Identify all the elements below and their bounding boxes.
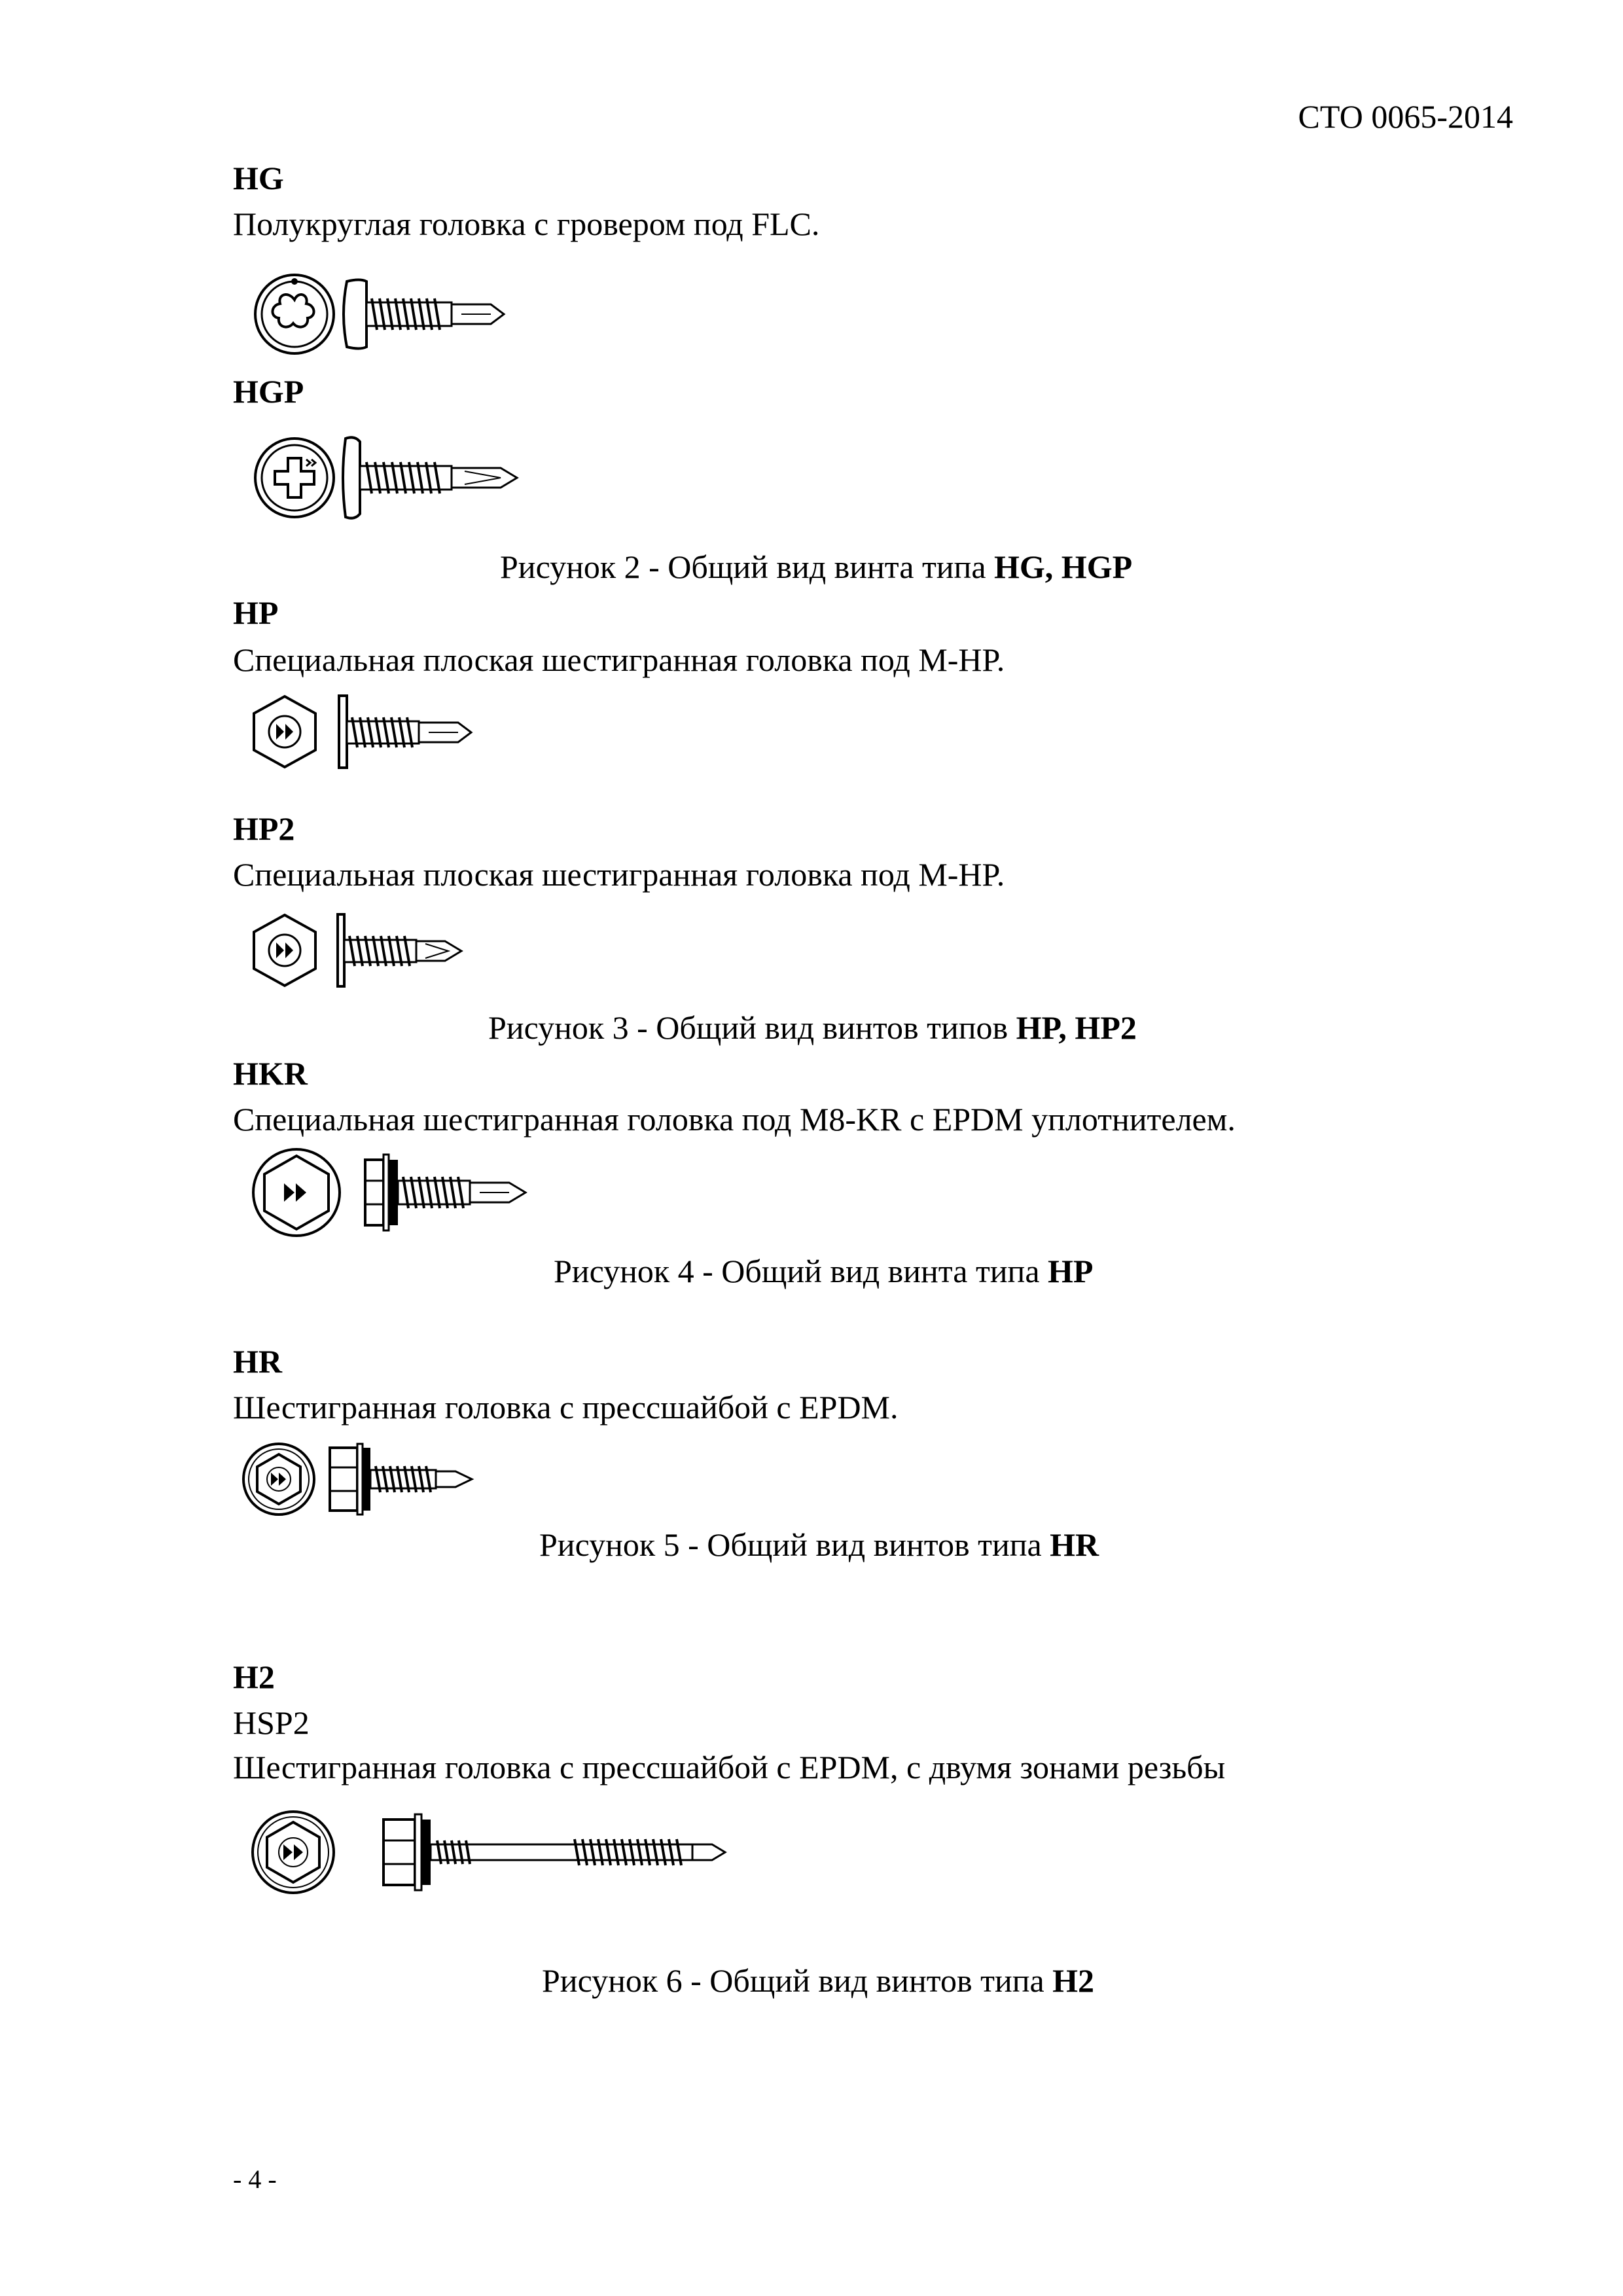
section-description-h2: Шестигранная головка с прессшайбой с EPDM, с двумя зонами резьбы [233, 1749, 1226, 1785]
section-code-hp2: HP2 [233, 810, 295, 847]
page-number: - 4 - [233, 2164, 277, 2194]
caption-types: H2 [1052, 1962, 1095, 1999]
caption-prefix: Рисунок 6 - Общий вид винтов типа [542, 1962, 1053, 1999]
caption-prefix: Рисунок 2 - Общий вид винта типа [500, 548, 995, 585]
caption-types: HP [1048, 1253, 1094, 1289]
flat-head-drill-screw [334, 692, 504, 771]
hex-washer-epdm-drill-screw [359, 1147, 555, 1238]
section-code-h2: H2 [233, 1659, 275, 1695]
flat-head-point-screw [334, 911, 491, 990]
caption-types: HG, HGP [994, 548, 1133, 585]
hex-in-circle-double-arrow-icon [247, 1147, 346, 1238]
section-subcode-h2: HSP2 [233, 1704, 310, 1741]
caption-prefix: Рисунок 4 - Общий вид винта типа [554, 1253, 1048, 1289]
pan-head-drill-screw [340, 268, 517, 360]
section-description-hp2: Специальная плоская шестигранная головка под M-HP. [233, 856, 1005, 893]
caption-prefix: Рисунок 5 - Общий вид винтов типа [539, 1526, 1050, 1563]
hex-in-circle-double-arrow-icon [240, 1440, 318, 1518]
section-code-hp: HP [233, 594, 279, 631]
wafer-head-drill-screw [340, 432, 530, 524]
figure-caption-3 [488, 1008, 1137, 1047]
section-description-hkr: Специальная шестигранная головка под M8-KR с EPDM уплотнителем. [233, 1101, 1236, 1138]
hex-double-arrow-icon [249, 692, 321, 771]
caption-prefix: Рисунок 3 - Общий вид винтов типов [488, 1009, 1016, 1046]
figure-caption-2 [500, 547, 1132, 586]
figure-caption-4 [554, 1251, 1093, 1291]
section-description-hg: Полукруглая головка с гровером под FLC. [233, 206, 820, 242]
section-description-hp: Специальная плоская шестигранная головка под M-HP. [233, 641, 1005, 678]
caption-types: HP, HP2 [1016, 1009, 1137, 1046]
phillips-recess-icon [249, 432, 340, 524]
section-code-hg: HG [233, 160, 284, 196]
three-lobe-recess-icon [249, 268, 340, 360]
hex-washer-epdm-two-thread-screw [378, 1806, 758, 1898]
section-code-hkr: HKR [233, 1055, 308, 1092]
document-code: СТО 0065-2014 [1298, 98, 1513, 135]
figure-caption-6 [542, 1961, 1094, 2000]
hex-double-arrow-icon [249, 911, 321, 990]
hex-washer-epdm-screw [325, 1440, 495, 1518]
section-code-hgp: HGP [233, 373, 304, 410]
section-description-hr: Шестигранная головка с прессшайбой с EPDM. [233, 1389, 899, 1426]
section-code-hr: HR [233, 1343, 282, 1380]
figure-caption-5 [539, 1525, 1099, 1564]
caption-types: HR [1050, 1526, 1099, 1563]
hex-in-circle-double-arrow-icon [247, 1806, 339, 1898]
